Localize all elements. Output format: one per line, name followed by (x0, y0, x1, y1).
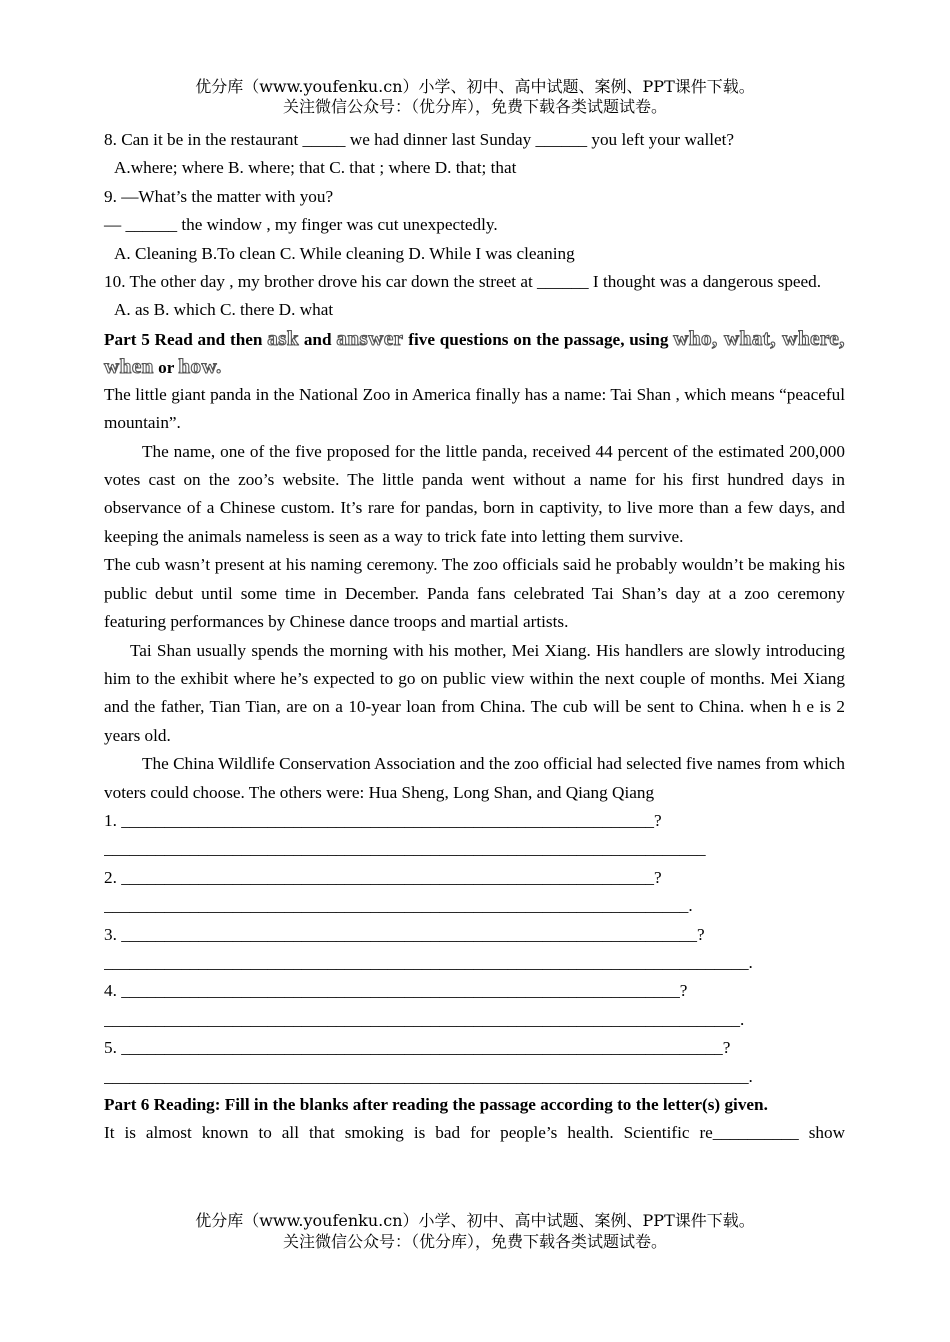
question-line-1[interactable]: 1. ______________________________________________________________? (104, 810, 662, 830)
answer-line-5[interactable]: ___________________________________________________________________________. (104, 1066, 753, 1086)
question-10-stem: 10. The other day , my brother drove his car down the street at ______ I thought was a dangerous speed. (104, 272, 822, 292)
question-9-reply: — ______ the window , my finger was cut unexpectedly. (104, 215, 498, 235)
passage-paragraph-4: Tai Shan usually spends the morning with his mother, Mei Xiang. His handlers are slowly introducing him to the exhibit where he’s expected to go on public view within the next couple of months. Mei Xiang and the father, Tian Tian, are on a 10-year loan from China. The cub will be sent to China. when h e is 2 years old. (104, 640, 845, 745)
answer-line-1[interactable]: ______________________________________________________________________ (104, 839, 706, 859)
question-line-2[interactable]: 2. ______________________________________________________________? (104, 867, 662, 887)
passage-paragraph-1: The little giant panda in the National Zoo in America finally has a name: Tai Shan , which means “peaceful mountain”. (104, 384, 845, 433)
passage-paragraph-3: The cub wasn’t present at his naming ceremony. The zoo officials said he probably wouldn’t be making his public debut until some time in December. Panda fans celebrated Tai Shan’s day at a zoo ceremony featuring performances by Chinese dance troops and martial artists. (104, 555, 845, 632)
outline-word-how: how. (178, 353, 222, 378)
footer-line-2: 关注微信公众号：（优分库），免费下载各类试题试卷。 (282, 1232, 667, 1251)
main-content (104, 126, 845, 1148)
question-8-stem: 8. Can it be in the restaurant _____ we had dinner last Sunday ______ you left your wallet? (104, 130, 735, 149)
question-10-options: A. as B. which C. there D. what (114, 300, 334, 320)
answer-line-3[interactable]: ___________________________________________________________________________. (104, 952, 753, 972)
question-line-4[interactable]: 4. _________________________________________________________________? (104, 981, 688, 1001)
question-9-stem: 9. —What’s the matter with you? (104, 186, 334, 206)
header-line-2: 关注微信公众号：（优分库），免费下载各类试题试卷。 (282, 97, 667, 116)
answer-line-4[interactable]: __________________________________________________________________________. (104, 1009, 745, 1029)
footer-line-1: 优分库（www.youfenku.cn）小学、初中、高中试题、案例、PPT课件下载。 (195, 1211, 755, 1230)
passage-paragraph-5: The China Wildlife Conservation Association and the zoo official had selected five names from which voters could choose. The others were: Hua Sheng, Long Shan, and Qiang Qiang (104, 754, 845, 802)
part-5-text-3: five questions on the passage, using (403, 329, 674, 349)
question-line-5[interactable]: 5. ______________________________________________________________________? (104, 1038, 731, 1058)
part-5-heading (104, 325, 845, 381)
part-5-text-4: or (153, 357, 179, 377)
question-8-options: A.where; where B. where; that C. that ; where D. that; that (114, 158, 517, 178)
answer-line-2[interactable]: ____________________________________________________________________. (104, 896, 693, 916)
part-5-text-1: Part 5 Read and then (104, 329, 268, 349)
question-line-3[interactable]: 3. ___________________________________________________________________? (104, 924, 705, 944)
question-9-options: A. Cleaning B.To clean C. While cleaning D. While I was cleaning (114, 243, 575, 263)
outline-word-answer: answer (336, 325, 404, 350)
part-6-heading: Part 6 Reading: Fill in the blanks after reading the passage according to the letter(s) given. (104, 1095, 768, 1114)
part-5-text-2: and (299, 329, 337, 349)
outline-word-ask: ask (267, 325, 300, 350)
part-6-first-line: It is almost known to all that smoking is bad for people’s health. Scientific re__________ show (104, 1123, 845, 1143)
header-line-1: 优分库（www.youfenku.cn）小学、初中、高中试题、案例、PPT课件下载。 (195, 77, 755, 96)
outline-word-list: who, what, where, when (104, 325, 845, 378)
passage-paragraph-2: The name, one of the five proposed for the little panda, received 44 percent of the estimated 200,000 votes cast on the zoo’s website. The little panda went without a name for his first hundred days in observance of a Chinese custom. It’s rare for pandas, born in captivity, to live more than a few days, and keeping the animals nameless is seen as a way to trick fate into letting them survive. (104, 441, 845, 546)
